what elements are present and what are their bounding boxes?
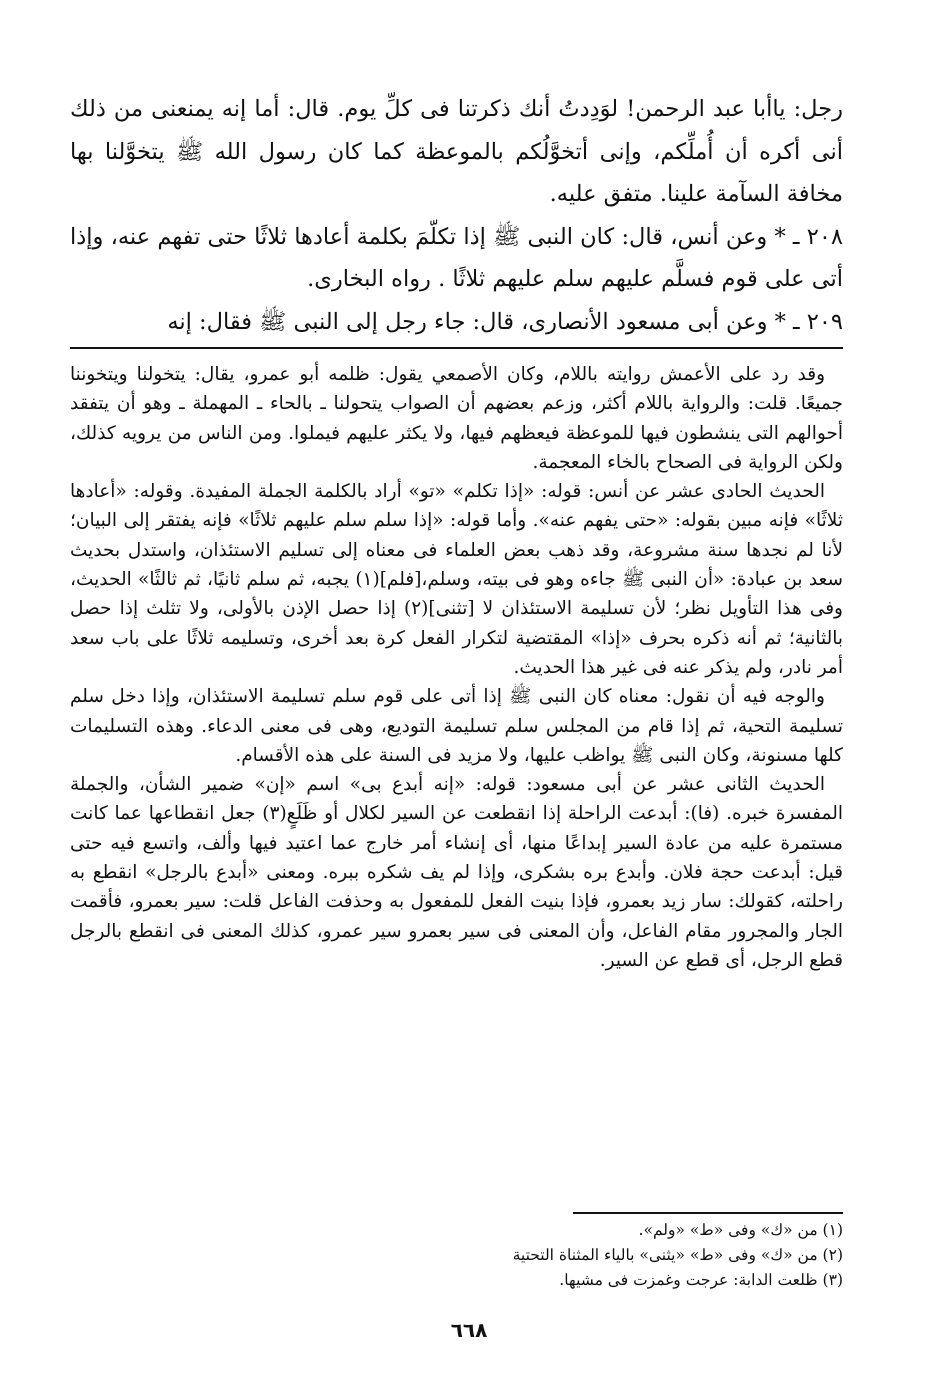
- commentary-paragraph: وقد رد على الأعمش روايته باللام، وكان الأصمعي يقول: ظلمه أبو عمرو، يقال: يتخولنا ويتخوننا جميعًا. قلت: والرواية باللام أكثر، وزعم بعضهم أن الصواب يتحولنا ـ بالحاء ـ المهملة ـ وهو أن يتفقد أحوالهم التى ينشطون فيها للموعظة فيعظهم فيها، ولا يكثر عليهم فيملوا. ومن الناس من يرويه كذلك، ولكن الرواية فى الصحاح بالخاء المعجمة.: [70, 364, 843, 473]
- footnote-2: (٢) من «ك» وفى «ط» «يثنى» بالياء المثناة التحتية: [512, 1246, 843, 1264]
- footnotes: [300, 1218, 843, 1293]
- commentary-paragraph: الحديث الثانى عشر عن أبى مسعود: قوله: «إنه أبدع بى» اسم «إن» ضمير الشأن، والجملة المفسرة خبره. (فا): أبدعت الراحلة إذا انقطعت عن السير لكلال أو ظَلَعٍ(٣) جعل انقطاعها عما كانت مستمرة عليه من عادة السير إبداعًا منها، أى إنشاء أمر خارج عما اعتيد فيها وألف، واتسع فيه حتى قيل: أبدعت حجة فلان. وأبدع بره بشكرى، وإذا لم يف شكره ببره. ومعنى «أبدع بالرجل» انقطع به راحلته، كقولك: سار زيد بعمرو، فإذا بنيت الفعل للمفعول به وحذفت الفاعل قلت: سير بعمرو، فأقمت الجار والمجرور مقام الفاعل، وأن المعنى فى سير بعمرو سير عمرو، كذلك المعنى فى انقطع بالرجل قطع الرجل، أى قطع عن السير.: [70, 774, 843, 971]
- commentary-text: [70, 360, 843, 975]
- commentary-paragraph: الحديث الحادى عشر عن أنس: قوله: «إذا تكلم» «تو» أراد بالكلمة الجملة المفيدة. وقوله: «أعادها ثلاثًا» فإنه مبين بقوله: «حتى يفهم عنه». وأما قوله: «إذا سلم سلم عليهم ثلاثًا» فإنه يفتقر إلى البيان؛ لأنا لم نجدها سنة مشروعة، وقد ذهب بعض العلماء فى معناه إلى تسليم الاستئذان، واستدل بحديث سعد بن عبادة: «أن النبى ﷺ جاءه وهو فى بيته، وسلم،[فلم](١) يجبه، ثم سلم ثانيًا، ثم ثالثًا» الحديث، وفى هذا التأويل نظر؛ لأن تسليمة الاستئذان لا [تثنى](٢) إذا حصل الإذن بالأولى، ولا تثلث إذا حصل بالثانية؛ ثم أنه ذكره بحرف «إذا» المقتضية لتكرار الفعل كرة بعد أخرى، وتسليمه ثلاثًا على باب سعد أمر نادر، ولم يذكر عنه فى غير هذا الحديث.: [70, 481, 843, 678]
- commentary-paragraph: والوجه فيه أن نقول: معناه كان النبى ﷺ إذا أتى على قوم سلم تسليمة الاستئذان، وإذا دخل سلم تسليمة التحية، ثم إذا قام من المجلس سلم تسليمة التوديع، وهى فى معنى الدعاء. وهذه التسليمات كلها مسنونة، وكان النبى ﷺ يواظب عليها، ولا مزيد فى السنة على هذه الأقسام.: [70, 686, 843, 766]
- footnote-1: (١) من «ك» وفى «ط» «ولم».: [638, 1221, 843, 1239]
- main-separator-rule: [70, 347, 843, 349]
- hadith-text: [70, 88, 843, 343]
- hadith-208: ٢٠٨ ـ * وعن أنس، قال: كان النبى ﷺ إذا تكلّمَ بكلمة أعادها ثلاثًا حتى تفهم عنه، وإذا أتى على قوم فسلَّم عليهم سلم عليهم ثلاثًا . رواه البخارى.: [70, 223, 843, 292]
- footnote-separator-rule: [573, 1212, 843, 1214]
- page-number: ٦٦٨: [450, 1318, 488, 1342]
- footnote-3: (٣) ظلعت الدابة: عرجت وغمزت فى مشيها.: [559, 1271, 843, 1289]
- hadith-209: ٢٠٩ ـ * وعن أبى مسعود الأنصارى، قال: جاء رجل إلى النبى ﷺ فقال: إنه: [167, 308, 843, 335]
- hadith-paragraph: رجل: ياأبا عبد الرحمن! لوَدِدتُ أنك ذكرتنا فى كلِّ يوم. قال: أما إنه يمنعنى من ذلك أنى أكره أن أُملِّكم، وإنى أتخوَّلُكم بالموعظة كما كان رسول الله ﷺ يتخوَّلنا بها مخافة السآمة علينا. متفق عليه.: [70, 96, 843, 207]
